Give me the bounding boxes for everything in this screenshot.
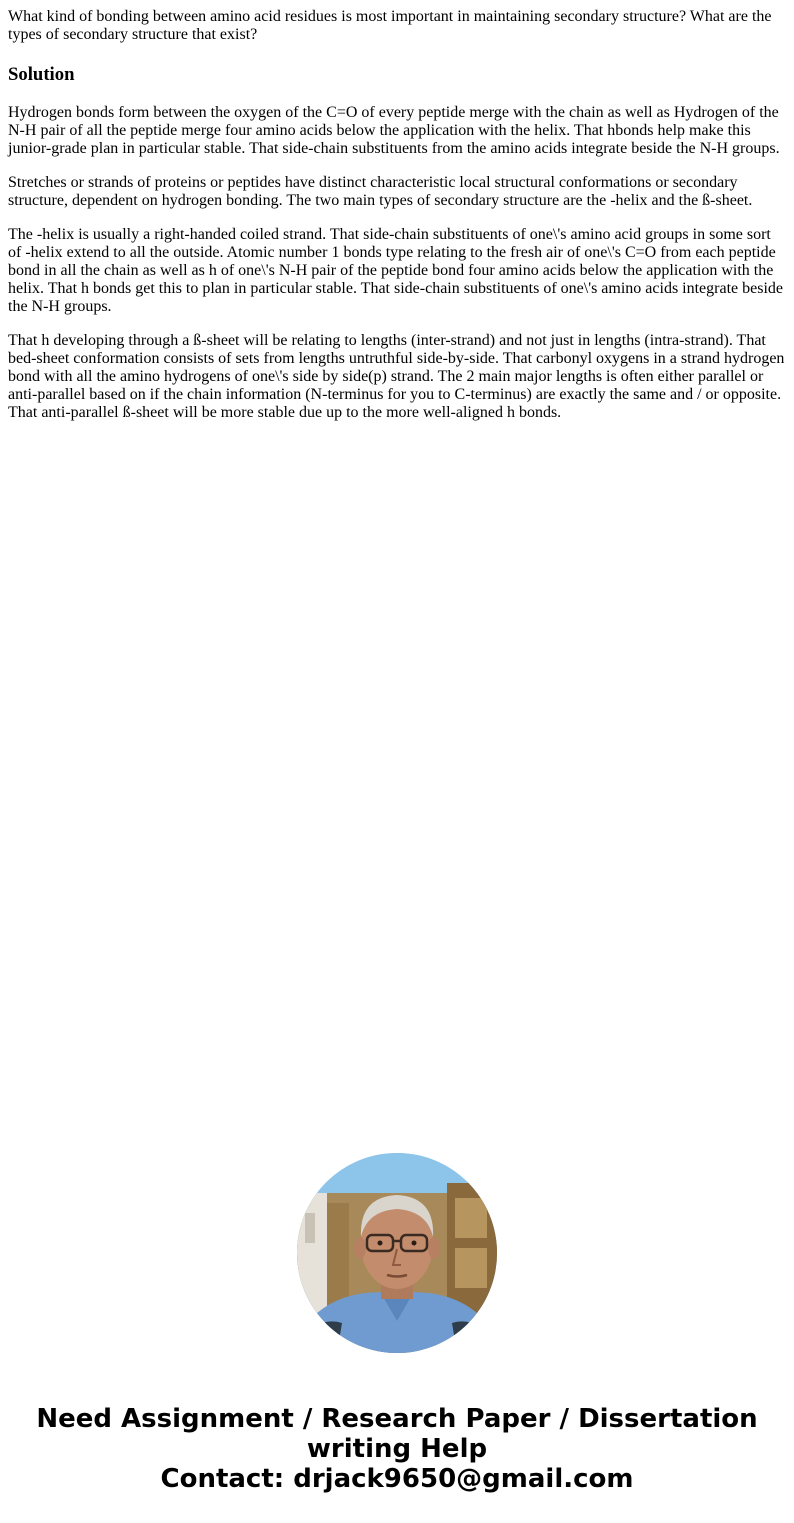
solution-paragraph-2: Stretches or strands of proteins or peptides have distinct characteristic local structural conformations or secondary structure, dependent on hydrogen bonding. The two main types of secondary structure are the -helix and the ß-sheet. (8, 174, 753, 209)
document-body (8, 8, 786, 422)
question-text: What kind of bonding between amino acid residues is most important in maintaining secondary structure? What are the types of secondary structure that exist? (8, 8, 772, 43)
solution-paragraph-1: Hydrogen bonds form between the oxygen of the C=O of every peptide merge with the chain as well as Hydrogen of the N-H pair of all the peptide merge four amino acids below the application with the helix. That hbonds help make this junior-grade plan in particular stable. That side-chain substituents from the amino acids integrate beside the N-H groups. (8, 104, 780, 157)
author-portrait-image (297, 1153, 497, 1353)
solution-paragraph-3: The -helix is usually a right-handed coiled strand. That side-chain substituents of one\'s amino acid groups in some sort of -helix extend to all the outside. Atomic number 1 bonds type relating to the fresh air of one\'s C=O from each peptide bond in all the chain as well as h of one\'s N-H pair of the peptide bond four amino acids below the application with the helix. That h bonds get this to plan in particular stable. That side-chain substituents of one\'s amino acids integrate beside the N-H groups. (8, 226, 784, 315)
promo-line-1: Need Assignment / Research Paper / Dissertation (36, 1404, 758, 1434)
solution-paragraph-4: That h developing through a ß-sheet will be relating to lengths (inter-strand) and not just in lengths (intra-strand). That bed-sheet conformation consists of sets from lengths untruthful side-by-side. That carbonyl oxygens in a strand hydrogen bond with all the amino hydrogens of one\'s side by side(p) strand. The 2 main major lengths is often either parallel or anti-parallel based on if the chain information (N-terminus for you to C-terminus) are exactly the same and / or opposite. That anti-parallel ß-sheet will be more stable due up to the more well-aligned h bonds. (8, 332, 785, 421)
promo-line-2: writing Help (306, 1434, 488, 1464)
promo-banner (0, 1404, 794, 1494)
author-avatar (297, 1153, 497, 1353)
promo-contact: Contact: drjack9650@gmail.com (160, 1464, 634, 1494)
solution-heading: Solution (8, 64, 75, 85)
